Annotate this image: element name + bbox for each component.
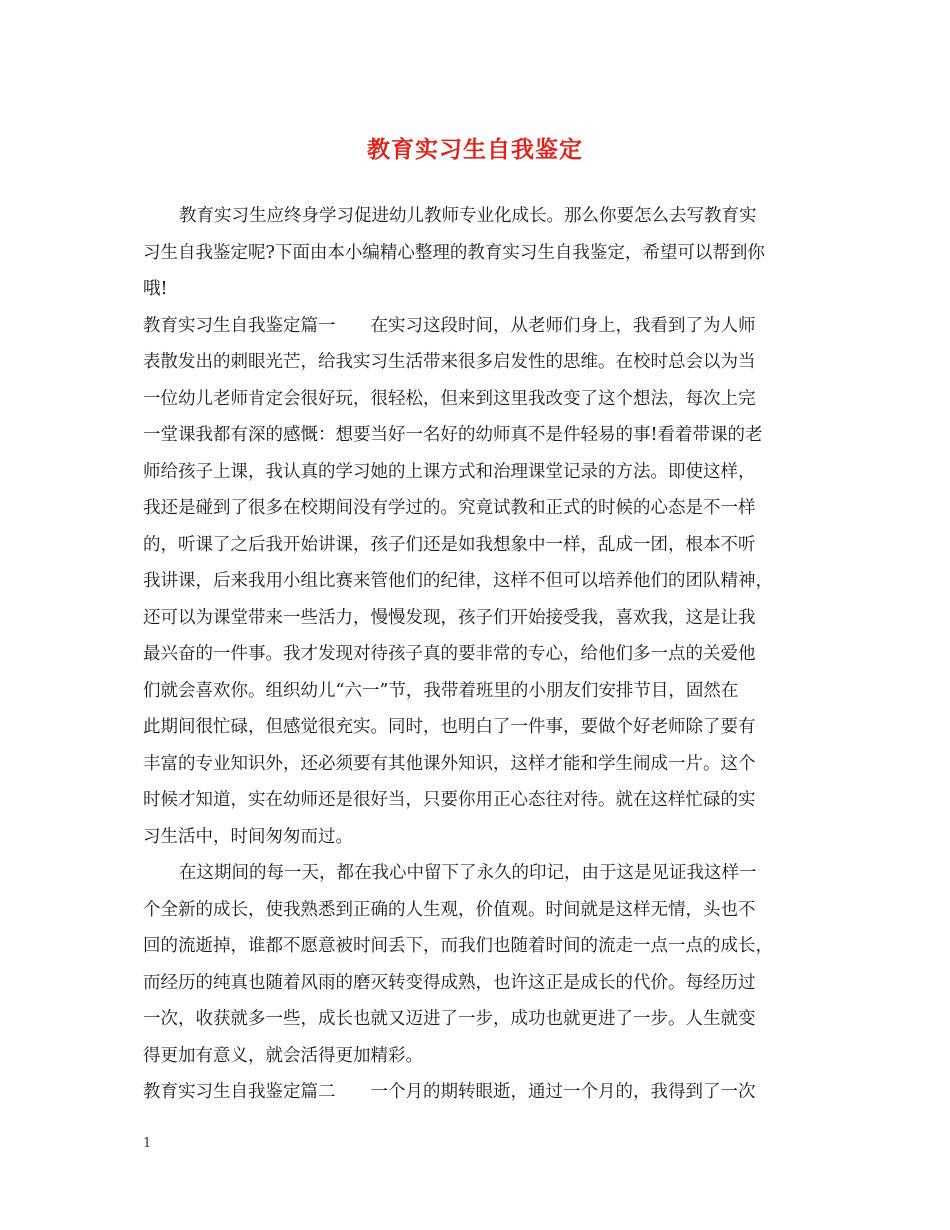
- body-line: 个全新的成长，使我熟悉到正确的人生观，价值观。时间就是这样无情，头也不: [143, 899, 756, 920]
- body-line: 时候才知道，实在幼师还是很好当，只要你用正心态往对待。就在这样忙碌的实: [143, 790, 756, 810]
- document-title: 教育实习生自我鉴定: [367, 136, 583, 163]
- body-line: 而经历的纯真也随着风雨的磨灭转变得成熟，也许这正是成长的代价。每经历过: [143, 972, 756, 993]
- body-line: 们就会喜欢你。组织幼儿“六一”节，我带着班里的小朋友们安排节目，固然在: [143, 680, 739, 701]
- body-line: 此期间很忙碌，但感觉很充实。同时，也明白了一件事，要做个好老师除了要有: [143, 717, 756, 737]
- body-line: 习生自我鉴定呢?下面由本小编精心整理的教育实习生自我鉴定，希望可以帮到你: [143, 242, 765, 263]
- body-line: 教育实习生自我鉴定篇二 一个月的期转眼逝，通过一个月的，我得到了一次: [143, 1082, 756, 1102]
- document-body: [143, 198, 813, 1111]
- body-line: 一位幼儿老师肯定会很好玩，很轻松，但来到这里我改变了这个想法，每次上完: [143, 388, 756, 409]
- body-line: 一次，收获就多一些，成长也就又迈进了一步，成功也就更进了一步。人生就变: [143, 1009, 756, 1029]
- body-line: 表散发出的刺眼光芒，给我实习生活带来很多启发性的思维。在校时总会以为当: [143, 352, 756, 372]
- body-line: 哦!: [143, 279, 168, 299]
- page-number: 1: [143, 1136, 152, 1151]
- body-line: 最兴奋的一件事。我才发现对待孩子真的要非常的专心，给他们多一点的关爱他: [143, 644, 756, 664]
- body-line: 在这期间的每一天，都在我心中留下了永久的印记，由于这是见证我这样一: [179, 863, 757, 883]
- body-line: 我讲课，后来我用小组比赛来管他们的纪律，这样不但可以培养他们的团队精神，: [143, 571, 773, 591]
- body-line: 的，听课了之后我开始讲课，孩子们还是如我想象中一样，乱成一团，根本不听: [143, 534, 756, 555]
- body-line: 回的流逝掉，谁都不愿意被时间丢下，而我们也随着时间的流走一点一点的成长，: [143, 936, 773, 956]
- body-line: 教育实习生自我鉴定篇一 在实习这段时间，从老师们身上，我看到了为人师: [143, 315, 756, 336]
- body-line: 教育实习生应终身学习促进幼儿教师专业化成长。那么你要怎么去写教育实: [179, 206, 757, 226]
- body-line: 得更加有意义，就会活得更加精彩。: [143, 1045, 423, 1066]
- body-line: 习生活中，时间匆匆而过。: [143, 826, 353, 847]
- body-line: 师给孩子上课，我认真的学习她的上课方式和治理课堂记录的方法。即使这样，: [143, 461, 756, 482]
- body-line: 还可以为课堂带来一些活力，慢慢发现，孩子们开始接受我，喜欢我，这是让我: [143, 607, 756, 628]
- body-line: 丰富的专业知识外，还必须要有其他课外知识，这样才能和学生闹成一片。这个: [143, 753, 756, 774]
- body-line: 一堂课我都有深的感慨：想要当好一名好的幼师真不是件轻易的事!看着带课的老: [143, 425, 763, 445]
- body-line: 我还是碰到了很多在校期间没有学过的。究竟试教和正式的时候的心态是不一样: [143, 498, 756, 518]
